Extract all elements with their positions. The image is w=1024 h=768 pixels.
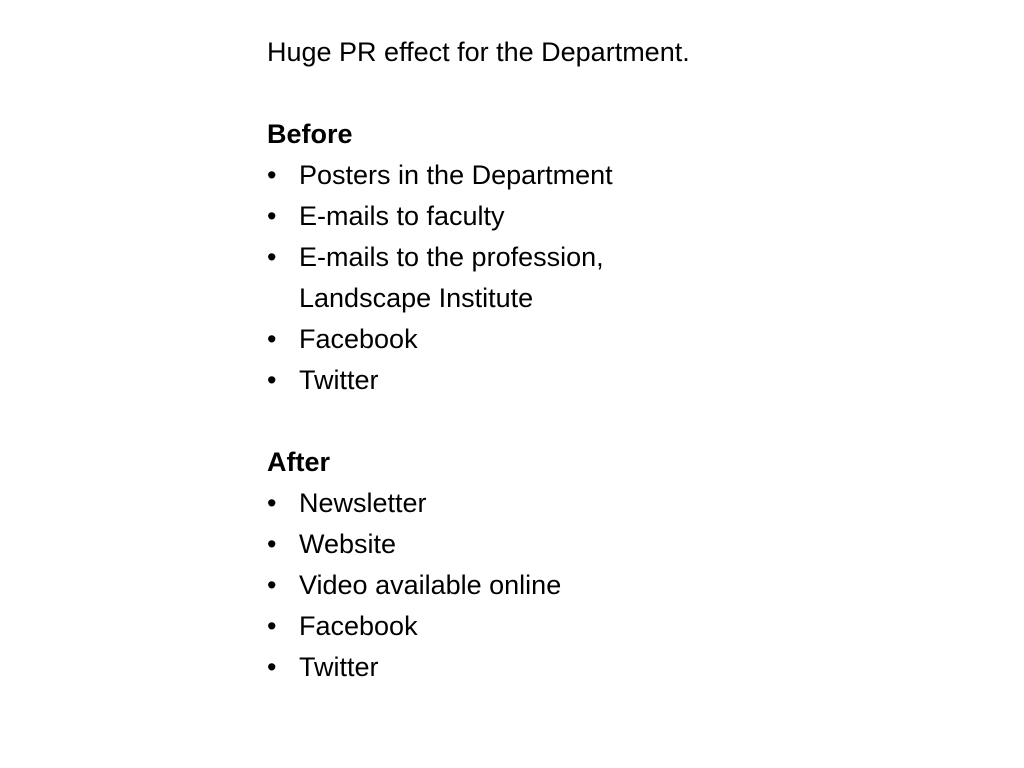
bullet-icon: •: [267, 160, 277, 190]
bullet-icon: •: [267, 570, 277, 600]
after-list: [267, 483, 827, 688]
bullet-icon: •: [267, 324, 277, 354]
before-list: [267, 155, 827, 401]
list-item-text: Facebook: [299, 611, 418, 641]
list-item: [267, 606, 827, 647]
list-item-text: E-mails to faculty: [299, 201, 505, 231]
intro-text: Huge PR effect for the Department.: [267, 37, 690, 67]
slide-content: [267, 32, 827, 688]
list-item-text: Posters in the Department: [299, 160, 613, 190]
list-item-text: Video available online: [299, 570, 562, 600]
bullet-icon: •: [267, 365, 277, 395]
bullet-icon: •: [267, 201, 277, 231]
list-item: [267, 360, 827, 401]
list-item: [267, 483, 827, 524]
list-item: [267, 524, 827, 565]
list-item-text: Newsletter: [299, 488, 427, 518]
bullet-icon: •: [267, 488, 277, 518]
list-item: [267, 319, 827, 360]
before-heading: Before: [267, 119, 353, 149]
bullet-icon: •: [267, 242, 277, 272]
spacer: [267, 401, 827, 442]
list-item-text: Website: [299, 529, 397, 559]
list-item-text: E-mails to the profession, Landscape Institute: [299, 242, 604, 313]
list-item-text: Facebook: [299, 324, 418, 354]
bullet-icon: •: [267, 652, 277, 682]
list-item: [267, 237, 827, 319]
list-item: [267, 565, 827, 606]
spacer: [267, 73, 827, 114]
bullet-icon: •: [267, 611, 277, 641]
list-item-text: Twitter: [299, 652, 379, 682]
list-item: [267, 196, 827, 237]
list-item-text: Twitter: [299, 365, 379, 395]
list-item: [267, 647, 827, 688]
list-item: [267, 155, 827, 196]
bullet-icon: •: [267, 529, 277, 559]
after-heading: After: [267, 447, 331, 477]
